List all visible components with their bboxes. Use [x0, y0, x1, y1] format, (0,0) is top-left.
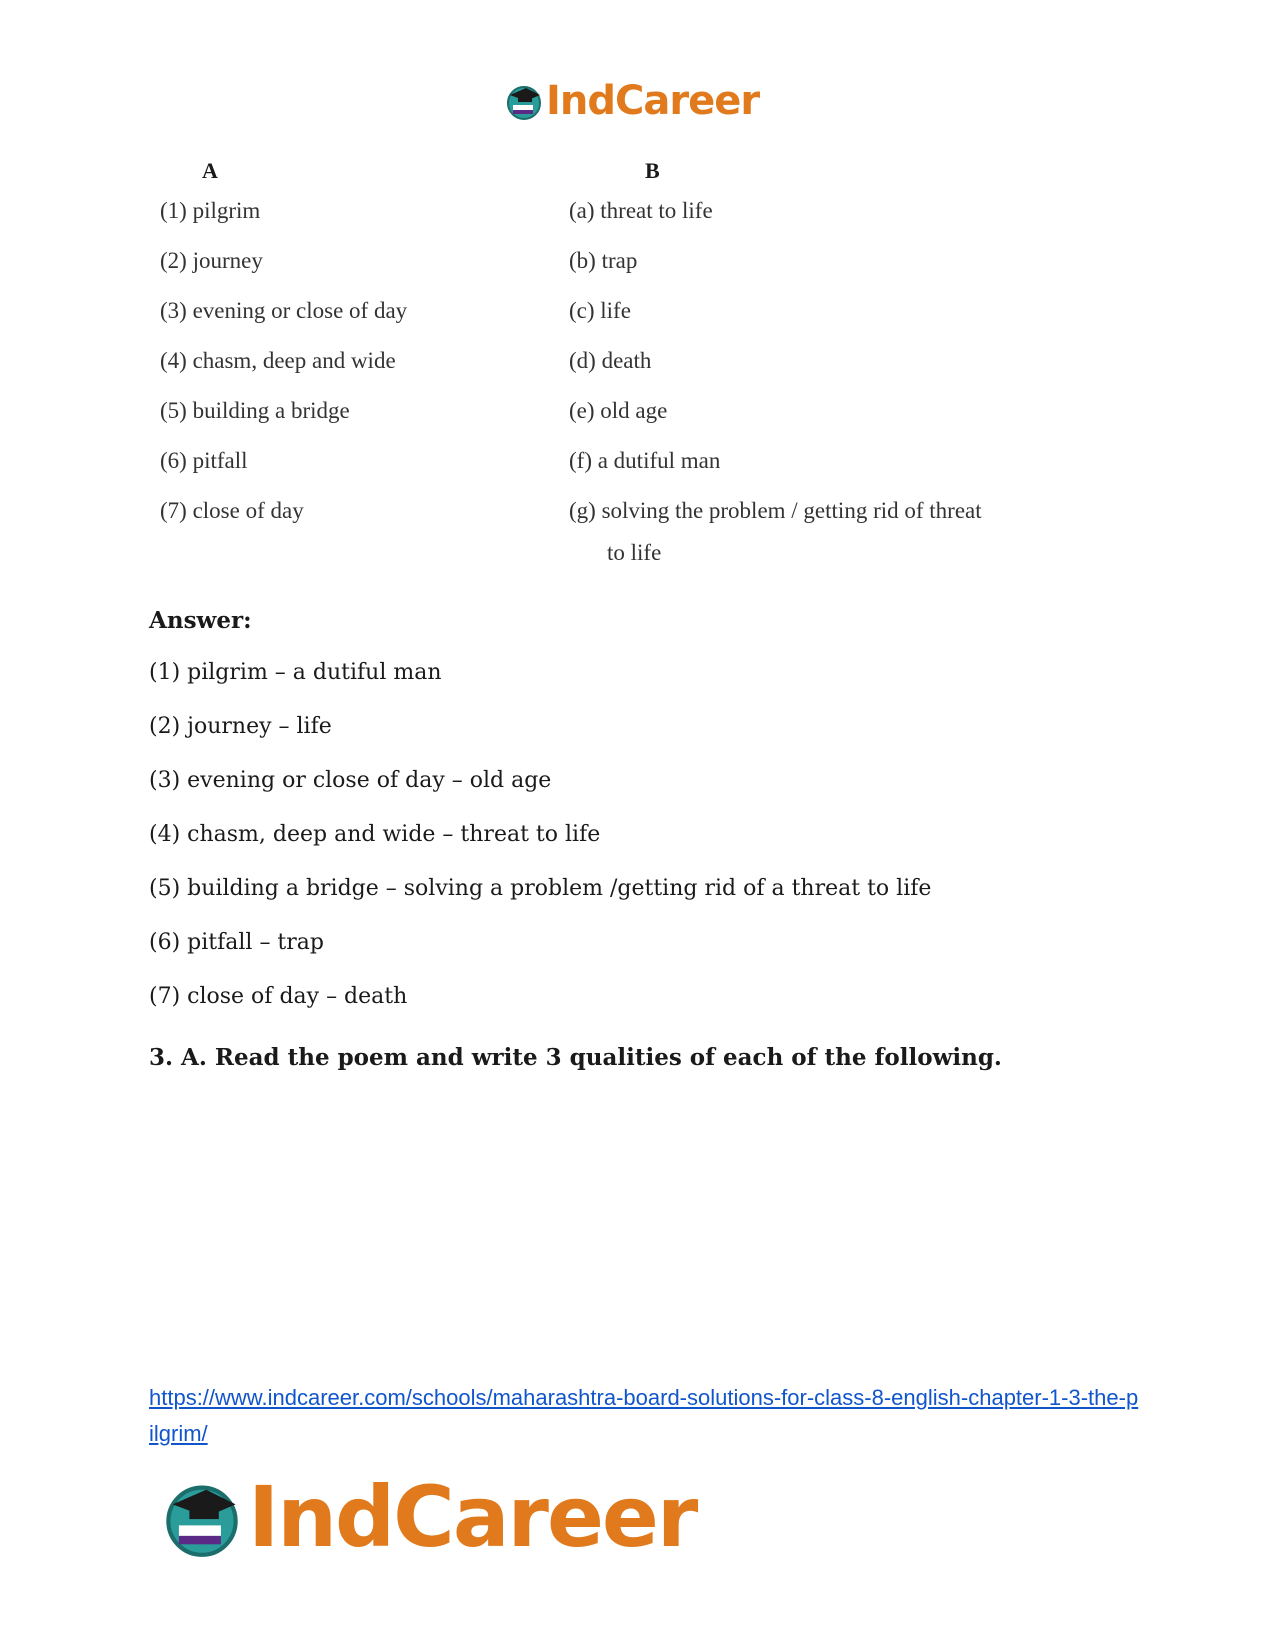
column-b-item-f: (f) a dutiful man	[569, 448, 721, 473]
answer-line-6: (6) pitfall – trap	[149, 930, 324, 955]
logo-wordmark: IndCareer	[248, 1468, 697, 1566]
graduation-cap-globe-icon	[160, 1475, 244, 1559]
column-b-item-g-continuation: to life	[607, 540, 662, 565]
column-b-item-b: (b) trap	[569, 248, 638, 273]
column-b-header: B	[645, 158, 660, 183]
column-b-item-e: (e) old age	[569, 398, 668, 423]
column-a-item-5: (5) building a bridge	[160, 398, 350, 423]
column-a-item-7: (7) close of day	[160, 498, 304, 523]
answer-line-7: (7) close of day – death	[149, 984, 408, 1009]
column-a-item-4: (4) chasm, deep and wide	[160, 348, 396, 373]
indcareer-logo-footer	[160, 1468, 696, 1566]
answer-line-5: (5) building a bridge – solving a problem /getting rid of a threat to life	[149, 876, 932, 901]
column-a-item-1: (1) pilgrim	[160, 198, 261, 223]
answer-line-4: (4) chasm, deep and wide – threat to life	[149, 822, 601, 847]
indcareer-logo-header	[504, 78, 759, 124]
answer-line-1: (1) pilgrim – a dutiful man	[149, 660, 442, 685]
column-b-item-d: (d) death	[569, 348, 652, 373]
column-a-item-3: (3) evening or close of day	[160, 298, 408, 323]
answer-line-3: (3) evening or close of day – old age	[149, 768, 552, 793]
answer-label: Answer:	[149, 607, 252, 634]
source-url-link[interactable]: https://www.indcareer.com/schools/maharashtra-board-solutions-for-class-8-english-chapter-1-3-the-pilgrim/	[149, 1385, 1139, 1446]
column-a-header: A	[202, 158, 218, 183]
column-b-item-g: (g) solving the problem / getting rid of threat	[569, 498, 982, 523]
column-b-item-c: (c) life	[569, 298, 631, 323]
logo-wordmark: IndCareer	[546, 78, 760, 124]
question-heading: 3. A. Read the poem and write 3 qualities of each of the following.	[149, 1044, 1002, 1071]
answer-line-2: (2) journey – life	[149, 714, 332, 739]
column-a-item-6: (6) pitfall	[160, 448, 248, 473]
graduation-cap-globe-icon	[504, 81, 544, 121]
column-a-item-2: (2) journey	[160, 248, 263, 273]
column-b-item-a: (a) threat to life	[569, 198, 713, 223]
